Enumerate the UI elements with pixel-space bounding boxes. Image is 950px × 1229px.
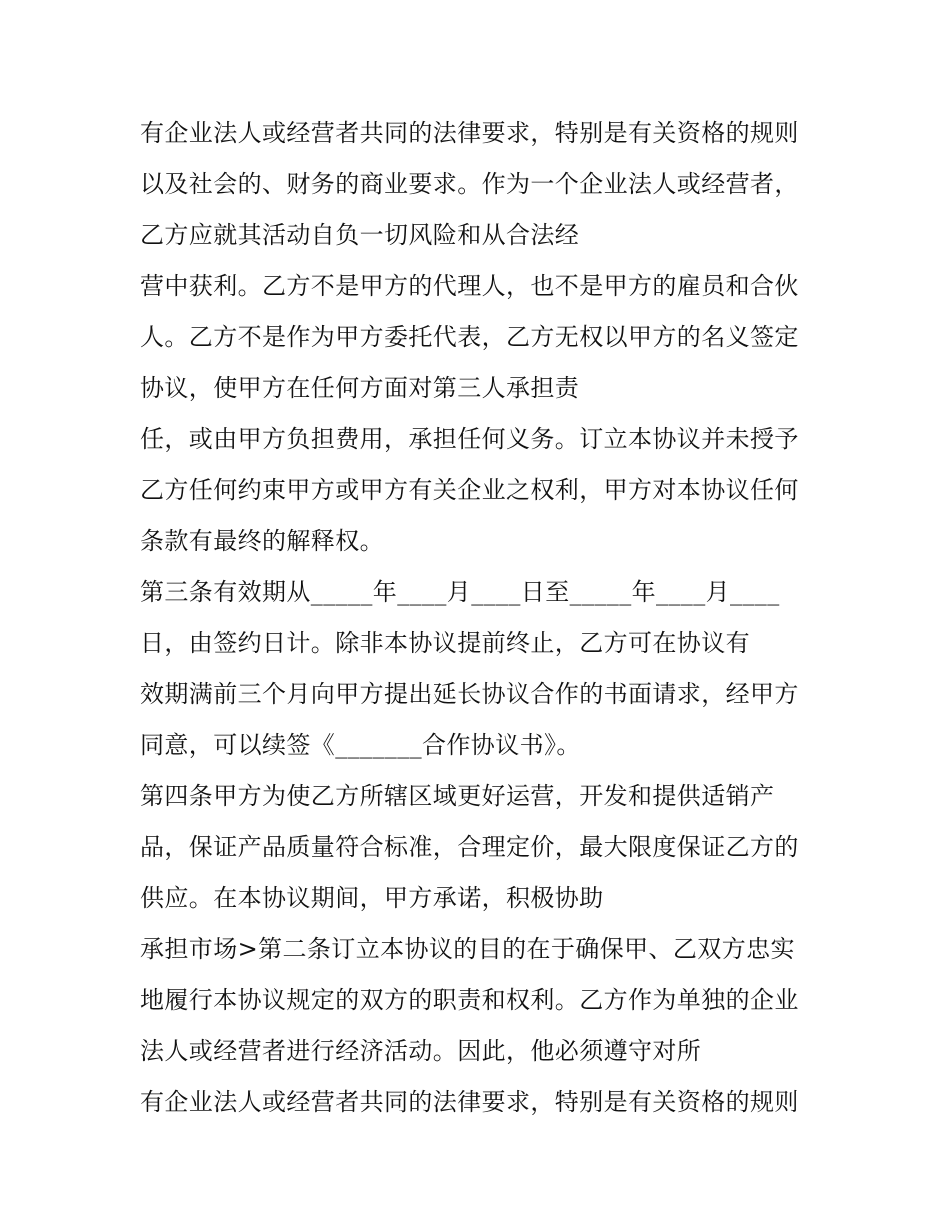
text-line: 有企业法人或经营者共同的法律要求，特别是有关资格的规则 — [140, 1088, 799, 1116]
document-body — [140, 108, 830, 1128]
text-line: 日，由签约日计。除非本协议提前终止，乙方可在协议有 — [140, 629, 750, 657]
text-line: 条款有最终的解释权。 — [140, 527, 384, 555]
text-line: 同意，可以续签《_______合作协议书》。 — [140, 731, 581, 759]
text-line: 品，保证产品质量符合标准，合理定价，最大限度保证乙方的 — [140, 833, 799, 861]
text-line: 营中获利。乙方不是甲方的代理人，也不是甲方的雇员和合伙 — [140, 272, 799, 300]
text-line: 法人或经营者进行经济活动。因此，他必须遵守对所 — [140, 1037, 702, 1065]
text-line: 第四条甲方为使乙方所辖区域更好运营，开发和提供适销产 — [140, 782, 775, 810]
text-line: 地履行本协议规定的双方的职责和权利。乙方作为单独的企业 — [140, 986, 799, 1014]
text-line: 第三条有效期从_____年____月____日至_____年____月____ — [140, 578, 780, 606]
text-line: 效期满前三个月向甲方提出延长协议合作的书面请求，经甲方 — [140, 680, 799, 708]
text-line: 协议，使甲方在任何方面对第三人承担责 — [140, 374, 580, 402]
text-line: 人。乙方不是作为甲方委托代表，乙方无权以甲方的名义签定 — [140, 323, 799, 351]
text-line: 承担市场>第二条订立本协议的目的在于确保甲、乙双方忠实 — [140, 935, 795, 963]
text-line: 任，或由甲方负担费用，承担任何义务。订立本协议并未授予 — [140, 425, 799, 453]
text-line: 有企业法人或经营者共同的法律要求，特别是有关资格的规则 — [140, 119, 799, 147]
text-line: 供应。在本协议期间，甲方承诺，积极协助 — [140, 884, 604, 912]
text-line: 以及社会的、财务的商业要求。作为一个企业法人或经营者， — [140, 170, 799, 198]
text-line: 乙方应就其活动自负一切风险和从合法经 — [140, 221, 580, 249]
text-line: 乙方任何约束甲方或甲方有关企业之权利，甲方对本协议任何 — [140, 476, 799, 504]
